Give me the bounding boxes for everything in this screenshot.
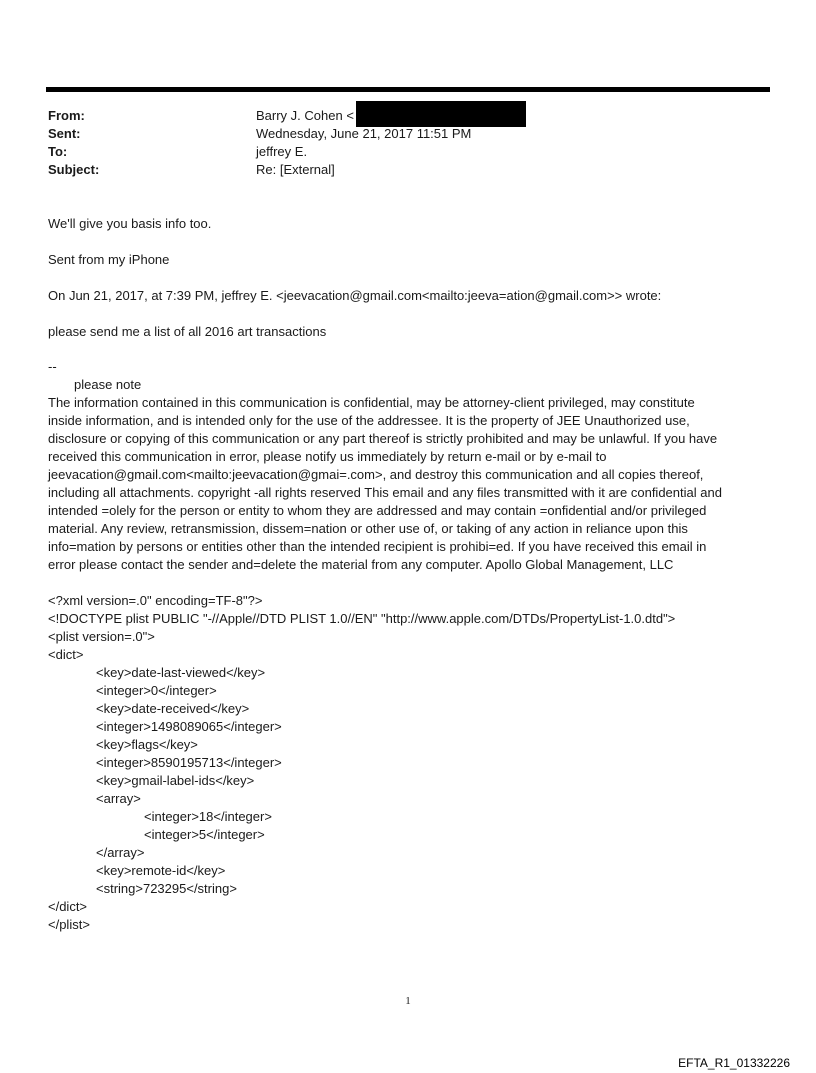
- plist-line: <?xml version=.0" encoding=TF-8"?>: [48, 593, 263, 608]
- disclaimer-line: inside information, and is intended only for the use of the addressee. It is the property of JEE Unauthorized use,: [48, 413, 690, 428]
- disclaimer-line: jeevacation@gmail.com<mailto:jeevacation@gmai=.com>, and destroy this communication and all copies thereof,: [48, 467, 704, 482]
- body-line-sent-from: Sent from my iPhone: [48, 252, 170, 267]
- subject-label: Subject:: [48, 162, 100, 177]
- disclaimer-line: disclosure or copying of this communication or any part thereof is strictly prohibited and may be unlawful. If you have: [48, 431, 718, 446]
- to-value: jeffrey E.: [256, 144, 308, 159]
- page-number: 1: [405, 995, 411, 1007]
- body-line-quoted-header: On Jun 21, 2017, at 7:39 PM, jeffrey E. <jeevacation@gmail.com<mailto:jeeva=ation@gmail.com>> wrote:: [48, 288, 662, 303]
- disclaimer-line: received this communication in error, please notify us immediately by return e-mail or by e-mail to: [48, 449, 607, 464]
- sent-value: Wednesday, June 21, 2017 11:51 PM: [256, 126, 472, 141]
- redaction-box: [356, 101, 526, 127]
- disclaimer-line: error please contact the sender and=delete the material from any computer. Apollo Global Management, LLC: [48, 557, 674, 572]
- plist-line: <integer>8590195713</integer>: [96, 755, 282, 770]
- plist-block: [48, 592, 675, 934]
- plist-line: <dict>: [48, 647, 84, 662]
- signature-separator: --: [48, 359, 57, 374]
- plist-line: <integer>0</integer>: [96, 683, 217, 698]
- from-sender-name: Barry J. Cohen <: [256, 108, 354, 123]
- body-line-basis-info: We'll give you basis info too.: [48, 216, 212, 231]
- plist-line: <key>remote-id</key>: [96, 863, 226, 878]
- plist-line: <integer>18</integer>: [144, 809, 272, 824]
- to-label: To:: [48, 144, 68, 159]
- sent-label: Sent:: [48, 126, 81, 141]
- plist-line: <key>date-received</key>: [96, 701, 250, 716]
- plist-line: <key>gmail-label-ids</key>: [96, 773, 255, 788]
- from-value: [256, 107, 526, 127]
- note-title: please note: [74, 377, 142, 392]
- plist-line: <array>: [96, 791, 141, 806]
- disclaimer-line: info=mation by persons or entities other than the intended recipient is prohibi=ed. If you have received this email in: [48, 539, 707, 554]
- plist-line: <string>723295</string>: [96, 881, 237, 896]
- plist-line: <!DOCTYPE plist PUBLIC "-//Apple//DTD PLIST 1.0//EN" "http://www.apple.com/DTDs/PropertyList-1.0.dtd">: [48, 611, 676, 626]
- from-label: From:: [48, 108, 85, 123]
- header-divider-rule: [46, 87, 770, 92]
- disclaimer-line: The information contained in this communication is confidential, may be attorney-client privileged, may constitute: [48, 395, 695, 410]
- plist-line: </plist>: [48, 917, 90, 932]
- subject-value: Re: [External]: [256, 162, 335, 177]
- disclaimer-line: material. Any review, retransmission, dissem=nation or other use of, or taking of any action in reliance upon this: [48, 521, 688, 536]
- disclaimer-line: intended =olely for the person or entity to whom they are addressed and may contain =onfidential and/or privileged: [48, 503, 707, 518]
- bates-number: EFTA_R1_01332226: [678, 1056, 790, 1070]
- disclaimer-line: including all attachments. copyright -all rights reserved This email and any files transmitted with it are confidential and: [48, 485, 722, 500]
- plist-line: <integer>5</integer>: [144, 827, 265, 842]
- plist-line: </array>: [96, 845, 145, 860]
- plist-line: <key>flags</key>: [96, 737, 198, 752]
- plist-line: </dict>: [48, 899, 88, 914]
- body-line-request: please send me a list of all 2016 art transactions: [48, 324, 327, 339]
- plist-line: <integer>1498089065</integer>: [96, 719, 282, 734]
- plist-line: <plist version=.0">: [48, 629, 155, 644]
- plist-line: <key>date-last-viewed</key>: [96, 665, 266, 680]
- disclaimer-block: [48, 358, 760, 574]
